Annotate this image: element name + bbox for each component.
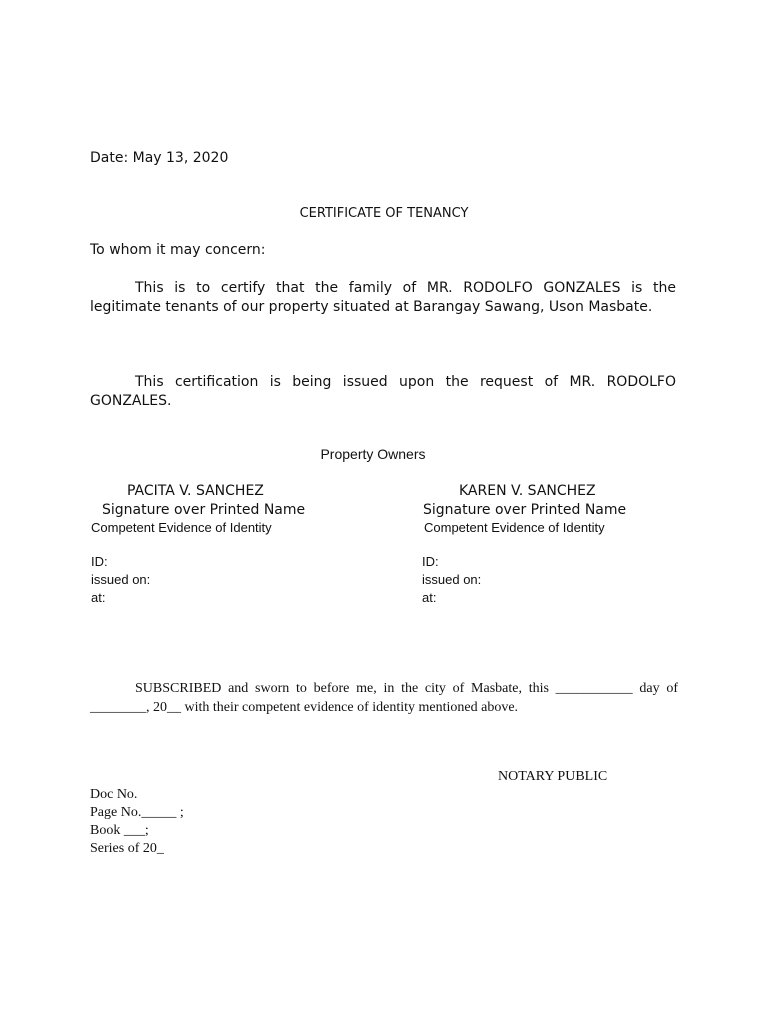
owner-name: KAREN V. SANCHEZ [459, 483, 596, 499]
request-paragraph: This certification is being issued upon the request of MR. RODOLFO GONZALES. [90, 374, 676, 409]
id-label: ID: [422, 554, 439, 569]
at-label: at: [422, 590, 437, 605]
page-no: Page No._____ ; [90, 805, 184, 820]
at-label: at: [91, 590, 106, 605]
evidence-label: Competent Evidence of Identity [91, 520, 272, 535]
signature-label: Signature over Printed Name [102, 502, 306, 518]
salutation: To whom it may concern: [90, 242, 266, 258]
book-no: Book ___; [90, 823, 149, 838]
notary-public-title: NOTARY PUBLIC [498, 769, 608, 784]
document-title: CERTIFICATE OF TENANCY [299, 206, 469, 221]
owner-name: PACITA V. SANCHEZ [127, 483, 264, 499]
issued-on-label: issued on: [422, 572, 482, 587]
certification-paragraph: This is to certify that the family of MR. RODOLFO GONZALES is the legitimate tenants of our property situated at Barangay Sawang, Uson Masbate. [90, 280, 676, 315]
date-line: Date: May 13, 2020 [90, 150, 229, 166]
doc-no: Doc No. [90, 787, 138, 802]
signature-label: Signature over Printed Name [423, 502, 627, 518]
issued-on-label: issued on: [91, 572, 151, 587]
series-of: Series of 20_ [90, 841, 164, 856]
property-owners-heading: Property Owners [320, 446, 426, 462]
id-label: ID: [91, 554, 108, 569]
subscribed-paragraph: SUBSCRIBED and sworn to before me, in the city of Masbate, this ___________ day of ________, 20__ with their competent evidence of identity mentioned above. [90, 681, 678, 715]
evidence-label: Competent Evidence of Identity [424, 520, 605, 535]
